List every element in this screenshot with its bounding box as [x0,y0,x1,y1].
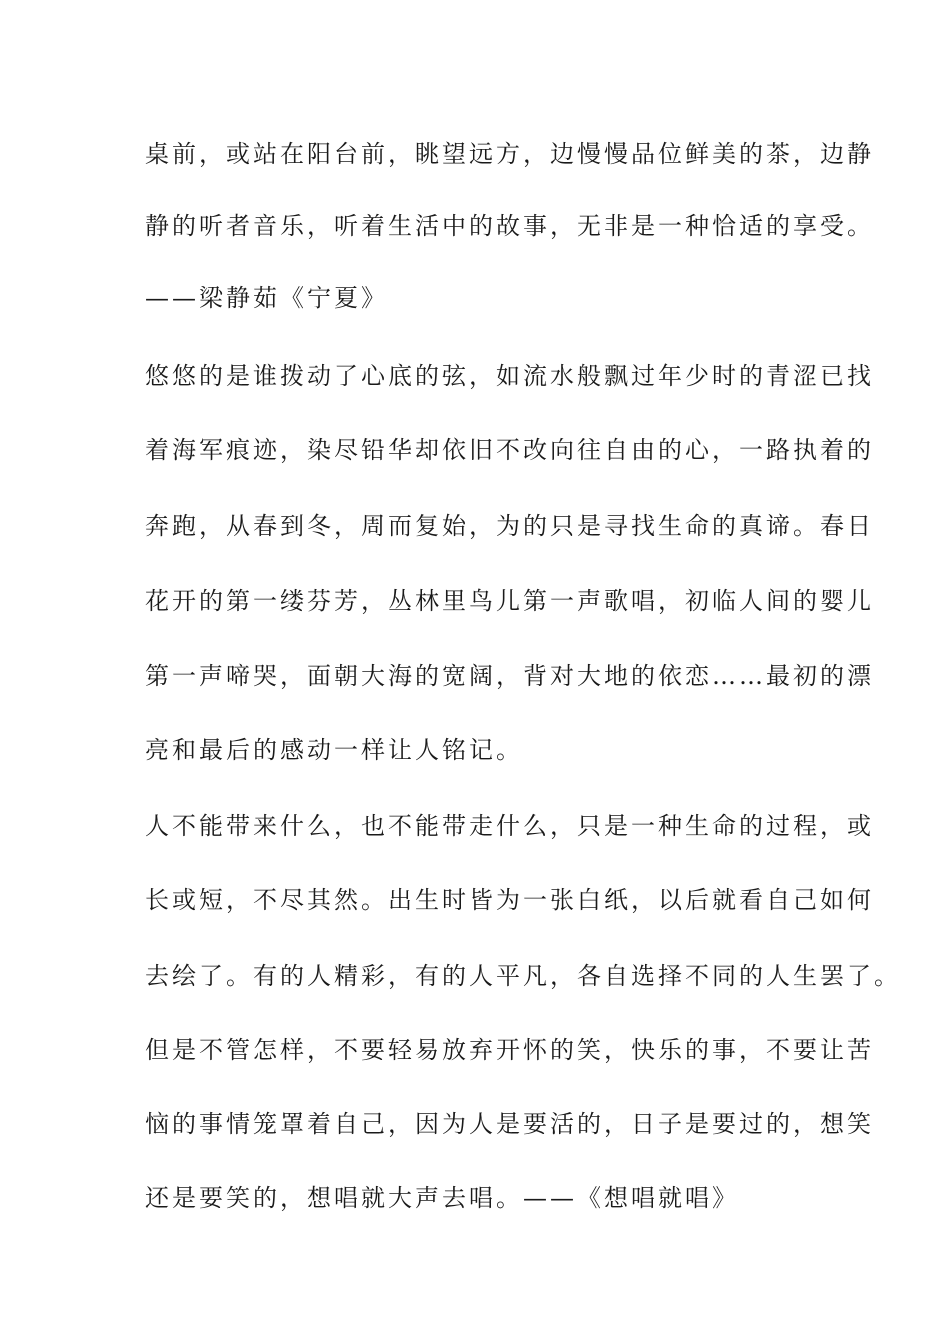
text-line: 还是要笑的，想唱就大声去唱。——《想唱就唱》 [145,1184,739,1212]
text-line: 恼的事情笼罩着自己，因为人是要活的，日子是要过的，想笑 [145,1110,874,1138]
text-line: 人不能带来什么，也不能带走什么，只是一种生命的过程，或 [145,812,874,840]
text-line: 奔跑，从春到冬，周而复始，为的只是寻找生命的真谛。春日 [145,512,874,540]
text-line: 花开的第一缕芬芳，丛林里鸟儿第一声歌唱，初临人间的婴儿 [145,587,874,615]
text-line: 静的听者音乐，听着生活中的故事，无非是一种恰适的享受。 [145,212,874,240]
text-line: 但是不管怎样，不要轻易放弃开怀的笑，快乐的事，不要让苦 [145,1036,874,1064]
text-line: 长或短，不尽其然。出生时皆为一张白纸，以后就看自己如何 [145,886,874,914]
text-line: 桌前，或站在阳台前，眺望远方，边慢慢品位鲜美的茶，边静 [145,140,874,168]
quote-attribution: ——梁静茹《宁夏》 [145,284,388,312]
text-line: 去绘了。有的人精彩，有的人平凡，各自选择不同的人生罢了。 [145,962,901,990]
text-line: 第一声啼哭，面朝大海的宽阔，背对大地的依恋……最初的漂 [145,662,874,690]
text-line: 亮和最后的感动一样让人铭记。 [145,736,523,764]
text-line: 着海军痕迹，染尽铅华却依旧不改向往自由的心，一路执着的 [145,436,874,464]
text-line: 悠悠的是谁拨动了心底的弦，如流水般飘过年少时的青涩已找 [145,362,874,390]
